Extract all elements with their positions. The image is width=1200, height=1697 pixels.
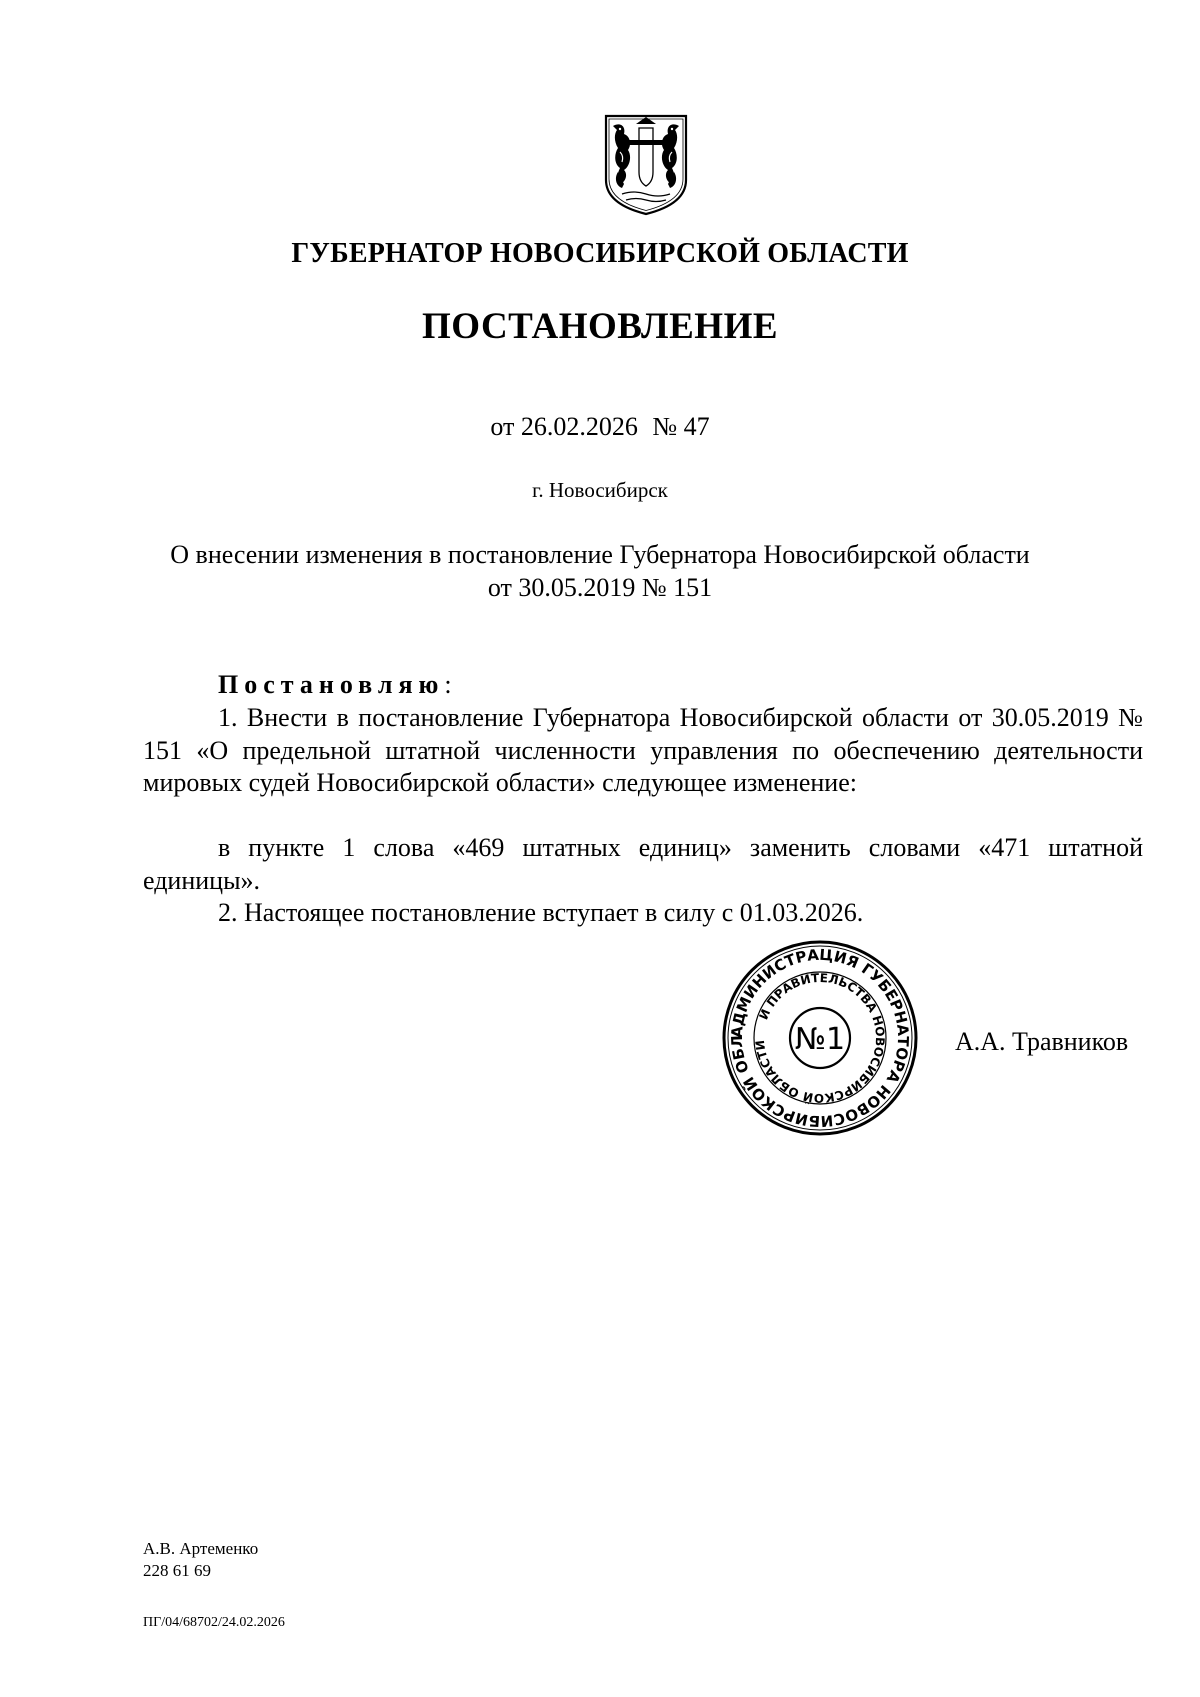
issuing-authority: ГУБЕРНАТОР НОВОСИБИРСКОЙ ОБЛАСТИ bbox=[291, 238, 909, 269]
seal-outer-text: АДМИНИСТРАЦИЯ ГУБЕРНАТОРА НОВОСИБИРСКОЙ ОБЛ bbox=[727, 945, 913, 1131]
seal-inner-text: И ПРАВИТЕЛЬСТВА НОВОСИБИРСКОЙ ОБЛАСТИ bbox=[752, 970, 888, 1106]
document-title bbox=[0, 538, 1200, 604]
preamble-colon: : bbox=[444, 670, 452, 699]
document-date: от 26.02.2026 bbox=[490, 412, 638, 441]
official-seal-stamp bbox=[720, 938, 920, 1138]
seal-center-number: №1 bbox=[794, 1022, 846, 1057]
document-date-number bbox=[0, 412, 1200, 442]
signatory-name: А.А. Травников bbox=[955, 1027, 1129, 1056]
document-title-line-2: от 30.05.2019 № 151 bbox=[487, 573, 713, 602]
preamble-word: Постановляю bbox=[218, 670, 445, 699]
executor-name: А.В. Артеменко bbox=[143, 1539, 259, 1558]
executor-phone: 228 61 69 bbox=[143, 1561, 211, 1580]
document-number: № 47 bbox=[652, 412, 710, 441]
document-type: ПОСТАНОВЛЕНИЕ bbox=[421, 306, 779, 347]
document-city: г. Новосибирск bbox=[532, 478, 668, 502]
clause-2: 2. Настоящее постановление вступает в силу с 01.03.2026. bbox=[218, 898, 864, 927]
clause-1: 1. Внести в постановление Губернатора Новосибирской области от 30.05.2019 № 151 «О предельной штатной численности управления по обеспечению деятельности мировых судей Новосибирской области» следующее изменение: bbox=[143, 703, 1143, 797]
coat-of-arms-icon bbox=[602, 112, 690, 218]
clause-1-detail: в пункте 1 слова «469 штатных единиц» заменить словами «471 штатной единицы». bbox=[143, 833, 1143, 895]
document-title-line-1: О внесении изменения в постановление Губернатора Новосибирской области bbox=[170, 540, 1030, 569]
document-registration-code: ПГ/04/68702/24.02.2026 bbox=[143, 1615, 285, 1630]
preamble bbox=[218, 669, 1200, 702]
